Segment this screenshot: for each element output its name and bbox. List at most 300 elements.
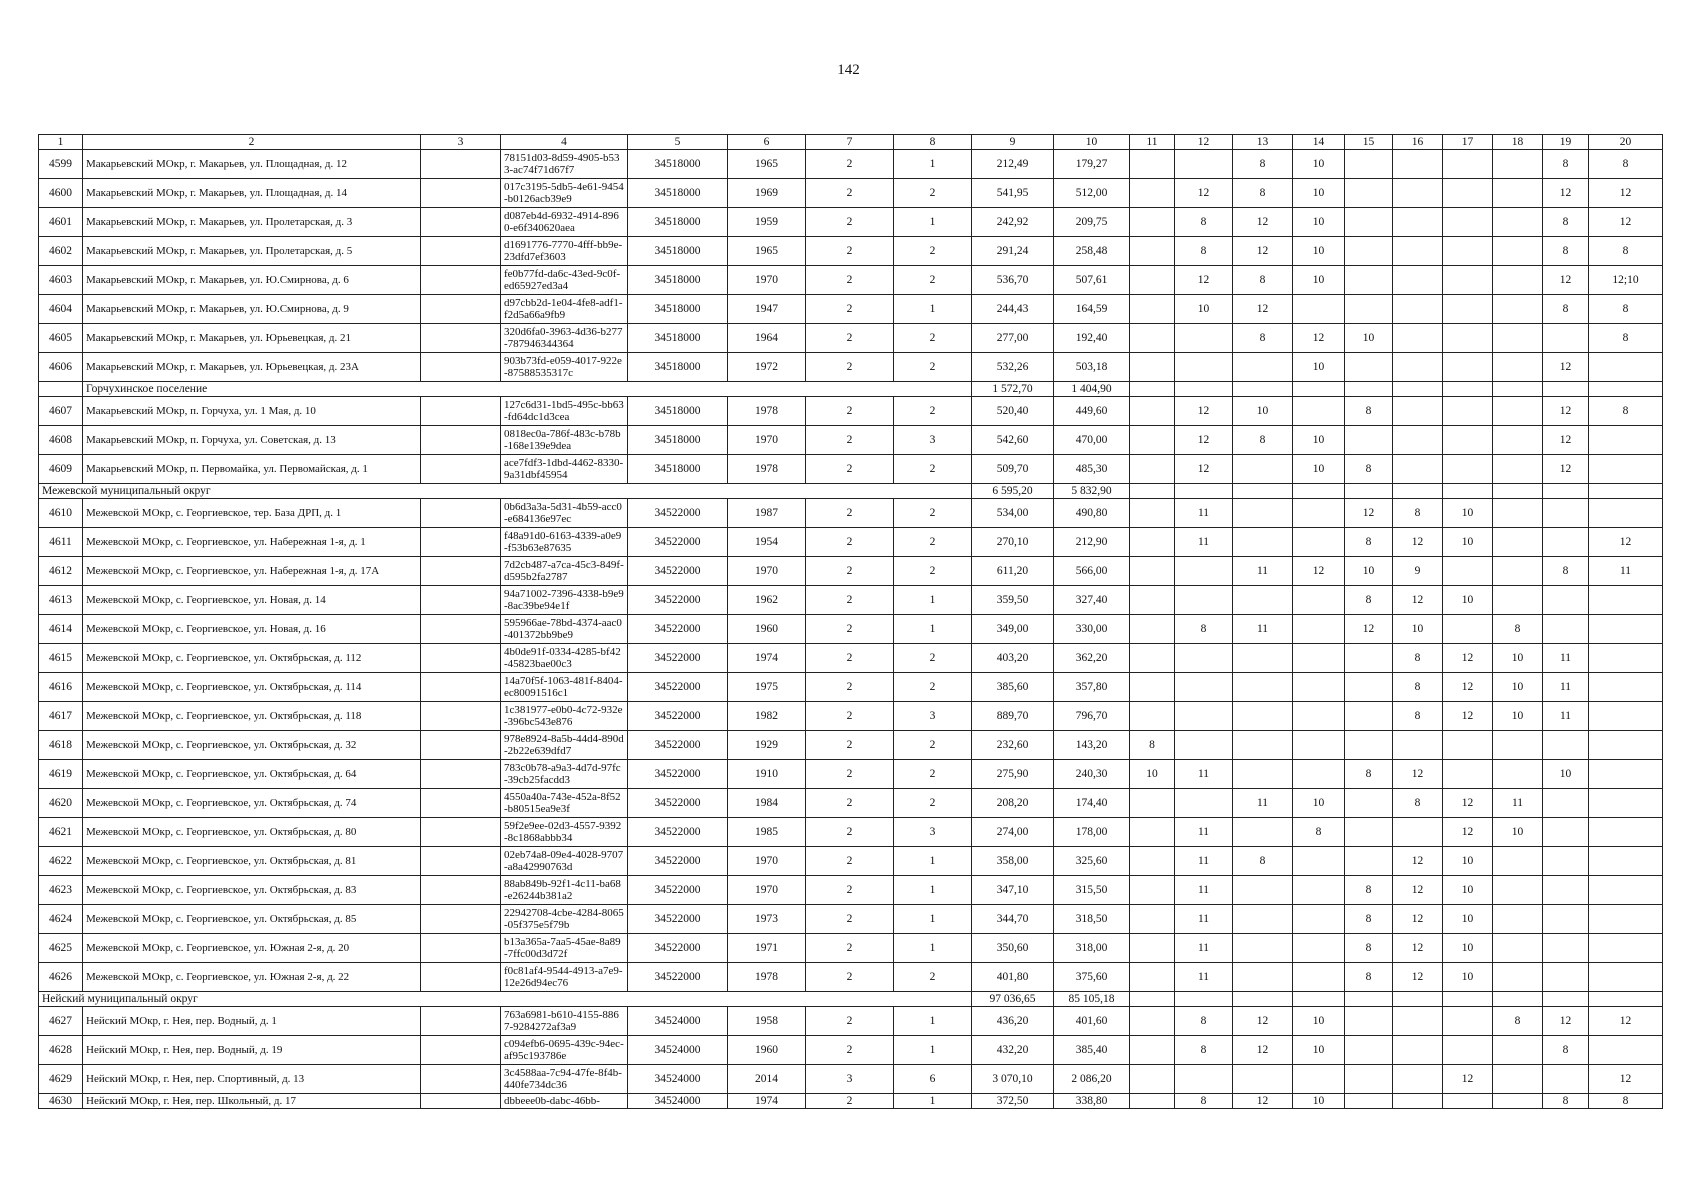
value-cell-col-13 xyxy=(1233,644,1293,673)
area-total-cell: 403,20 xyxy=(972,644,1054,673)
value-cell-col-20: 12 xyxy=(1589,1065,1663,1094)
area-total-cell: 432,20 xyxy=(972,1036,1054,1065)
column-header-18: 18 xyxy=(1493,135,1543,150)
area-total-cell: 520,40 xyxy=(972,397,1054,426)
value-cell-col-18 xyxy=(1493,397,1543,426)
value-cell-col-11 xyxy=(1130,528,1175,557)
area-total-cell: 275,90 xyxy=(972,760,1054,789)
address-cell: Межевской МОкр, с. Георгиевское, ул. Новая, д. 16 xyxy=(83,615,421,644)
table-row xyxy=(39,266,1663,295)
value-cell-col-14 xyxy=(1293,644,1345,673)
value-cell-col-19 xyxy=(1543,615,1589,644)
area-living-cell: 485,30 xyxy=(1054,455,1130,484)
table-row xyxy=(39,179,1663,208)
table-row xyxy=(39,1094,1663,1109)
column-header-20: 20 xyxy=(1589,135,1663,150)
value-cell-col-11 xyxy=(1130,963,1175,992)
empty-cell xyxy=(421,615,501,644)
value-cell-col-14: 10 xyxy=(1293,266,1345,295)
value-cell-col-13: 11 xyxy=(1233,789,1293,818)
area-total-cell: 3 070,10 xyxy=(972,1065,1054,1094)
value-cell-col-11 xyxy=(1130,847,1175,876)
address-cell: Макарьевский МОкр, г. Макарьев, ул. Юрьевецкая, д. 23А xyxy=(83,353,421,382)
value-cell-col-15: 8 xyxy=(1345,528,1393,557)
column-header-3: 3 xyxy=(421,135,501,150)
value-cell-col-12 xyxy=(1175,324,1233,353)
value-cell-col-19 xyxy=(1543,324,1589,353)
row-number: 4616 xyxy=(39,673,83,702)
year-cell: 1970 xyxy=(728,557,806,586)
value-cell-col-18 xyxy=(1493,586,1543,615)
empty-cell xyxy=(421,557,501,586)
table-row xyxy=(39,760,1663,789)
value-cell-col-20: 8 xyxy=(1589,237,1663,266)
guid-cell: d97cbb2d-1e04-4fe8-adf1-f2d5a66a9fb9 xyxy=(501,295,628,324)
value-cell-col-13: 11 xyxy=(1233,557,1293,586)
guid-cell: d1691776-7770-4fff-bb9e-23dfd7ef3603 xyxy=(501,237,628,266)
entrances-cell: 1 xyxy=(894,1036,972,1065)
value-cell-col-15: 8 xyxy=(1345,963,1393,992)
area-living-cell: 164,59 xyxy=(1054,295,1130,324)
value-cell-col-14 xyxy=(1293,295,1345,324)
table-row xyxy=(39,644,1663,673)
value-cell-col-20 xyxy=(1589,731,1663,760)
area-living-cell: 796,70 xyxy=(1054,702,1130,731)
row-number: 4603 xyxy=(39,266,83,295)
empty-cell xyxy=(421,208,501,237)
oktmo-cell: 34518000 xyxy=(628,208,728,237)
address-cell: Макарьевский МОкр, г. Макарьев, ул. Ю.Смирнова, д. 6 xyxy=(83,266,421,295)
value-cell-col-13: 8 xyxy=(1233,324,1293,353)
year-cell: 1973 xyxy=(728,905,806,934)
floors-cell: 2 xyxy=(806,847,894,876)
value-cell-col-17 xyxy=(1443,295,1493,324)
value-cell-col-18: 10 xyxy=(1493,818,1543,847)
entrances-cell: 3 xyxy=(894,702,972,731)
value-cell-col-16 xyxy=(1393,324,1443,353)
value-cell-col-17 xyxy=(1443,266,1493,295)
value-cell-col-13 xyxy=(1233,905,1293,934)
empty-cell xyxy=(421,150,501,179)
area-total-cell: 350,60 xyxy=(972,934,1054,963)
value-cell-col-20: 8 xyxy=(1589,397,1663,426)
table-body xyxy=(39,150,1663,1109)
row-number: 4629 xyxy=(39,1065,83,1094)
entrances-cell: 1 xyxy=(894,208,972,237)
value-cell-col-16 xyxy=(1393,1007,1443,1036)
empty-cell xyxy=(1493,382,1543,397)
row-number: 4615 xyxy=(39,644,83,673)
value-cell-col-11 xyxy=(1130,876,1175,905)
oktmo-cell: 34518000 xyxy=(628,237,728,266)
table-row xyxy=(39,397,1663,426)
value-cell-col-19: 11 xyxy=(1543,644,1589,673)
value-cell-col-12: 12 xyxy=(1175,426,1233,455)
value-cell-col-11 xyxy=(1130,324,1175,353)
year-cell: 1972 xyxy=(728,353,806,382)
area-living-cell: 192,40 xyxy=(1054,324,1130,353)
area-total-cell: 358,00 xyxy=(972,847,1054,876)
column-header-6: 6 xyxy=(728,135,806,150)
value-cell-col-20 xyxy=(1589,847,1663,876)
value-cell-col-16 xyxy=(1393,266,1443,295)
floors-cell: 2 xyxy=(806,934,894,963)
oktmo-cell: 34522000 xyxy=(628,731,728,760)
area-living-cell: 507,61 xyxy=(1054,266,1130,295)
value-cell-col-19 xyxy=(1543,818,1589,847)
entrances-cell: 2 xyxy=(894,528,972,557)
value-cell-col-16: 12 xyxy=(1393,876,1443,905)
empty-cell xyxy=(421,876,501,905)
group-area-total: 97 036,65 xyxy=(972,992,1054,1007)
value-cell-col-20 xyxy=(1589,499,1663,528)
value-cell-col-20 xyxy=(1589,586,1663,615)
guid-cell: d087eb4d-6932-4914-8960-e6f340620aea xyxy=(501,208,628,237)
row-number: 4601 xyxy=(39,208,83,237)
value-cell-col-15 xyxy=(1345,1036,1393,1065)
address-cell: Макарьевский МОкр, п. Горчуха, ул. 1 Мая, д. 10 xyxy=(83,397,421,426)
value-cell-col-16: 10 xyxy=(1393,615,1443,644)
guid-cell: fe0b77fd-da6c-43ed-9c0f-ed65927ed3a4 xyxy=(501,266,628,295)
area-total-cell: 242,92 xyxy=(972,208,1054,237)
group-row xyxy=(39,992,1663,1007)
value-cell-col-14: 10 xyxy=(1293,150,1345,179)
value-cell-col-20 xyxy=(1589,426,1663,455)
row-number: 4605 xyxy=(39,324,83,353)
area-living-cell: 2 086,20 xyxy=(1054,1065,1130,1094)
value-cell-col-14: 10 xyxy=(1293,426,1345,455)
value-cell-col-17 xyxy=(1443,1036,1493,1065)
oktmo-cell: 34524000 xyxy=(628,1094,728,1109)
value-cell-col-12: 11 xyxy=(1175,934,1233,963)
value-cell-col-19: 12 xyxy=(1543,397,1589,426)
row-number: 4625 xyxy=(39,934,83,963)
guid-cell: 4550a40a-743e-452a-8f52-b80515ea9e3f xyxy=(501,789,628,818)
value-cell-col-20 xyxy=(1589,905,1663,934)
value-cell-col-11 xyxy=(1130,934,1175,963)
address-cell: Межевской МОкр, с. Георгиевское, ул. Октябрьская, д. 114 xyxy=(83,673,421,702)
year-cell: 1964 xyxy=(728,324,806,353)
value-cell-col-12: 12 xyxy=(1175,455,1233,484)
value-cell-col-17 xyxy=(1443,237,1493,266)
group-area-living: 85 105,18 xyxy=(1054,992,1130,1007)
value-cell-col-19: 11 xyxy=(1543,673,1589,702)
row-number: 4608 xyxy=(39,426,83,455)
oktmo-cell: 34522000 xyxy=(628,499,728,528)
empty-cell xyxy=(1175,484,1233,499)
address-cell: Макарьевский МОкр, г. Макарьев, ул. Пролетарская, д. 5 xyxy=(83,237,421,266)
value-cell-col-15: 8 xyxy=(1345,455,1393,484)
guid-cell: dbbeee0b-dabc-46bb- xyxy=(501,1094,628,1109)
address-cell: Межевской МОкр, с. Георгиевское, ул. Октябрьская, д. 80 xyxy=(83,818,421,847)
table-row xyxy=(39,1036,1663,1065)
guid-cell: 0b6d3a3a-5d31-4b59-acc0-e684136e97ec xyxy=(501,499,628,528)
table-row xyxy=(39,208,1663,237)
table-row xyxy=(39,426,1663,455)
column-header-10: 10 xyxy=(1054,135,1130,150)
value-cell-col-13: 8 xyxy=(1233,426,1293,455)
address-cell: Межевской МОкр, с. Георгиевское, тер. База ДРП, д. 1 xyxy=(83,499,421,528)
value-cell-col-13 xyxy=(1233,731,1293,760)
value-cell-col-19: 12 xyxy=(1543,353,1589,382)
area-total-cell: 359,50 xyxy=(972,586,1054,615)
address-cell: Макарьевский МОкр, г. Макарьев, ул. Площадная, д. 14 xyxy=(83,179,421,208)
value-cell-col-15 xyxy=(1345,702,1393,731)
entrances-cell: 1 xyxy=(894,934,972,963)
empty-cell xyxy=(1130,484,1175,499)
value-cell-col-16 xyxy=(1393,426,1443,455)
area-living-cell: 212,90 xyxy=(1054,528,1130,557)
value-cell-col-18 xyxy=(1493,455,1543,484)
empty-cell xyxy=(1589,484,1663,499)
value-cell-col-17 xyxy=(1443,1007,1493,1036)
column-header-12: 12 xyxy=(1175,135,1233,150)
empty-cell xyxy=(1393,992,1443,1007)
empty-cell xyxy=(1233,484,1293,499)
guid-cell: 978e8924-8a5b-44d4-890d-2b22e639dfd7 xyxy=(501,731,628,760)
entrances-cell: 2 xyxy=(894,353,972,382)
value-cell-col-13: 8 xyxy=(1233,847,1293,876)
row-number: 4611 xyxy=(39,528,83,557)
entrances-cell: 2 xyxy=(894,557,972,586)
value-cell-col-11 xyxy=(1130,1007,1175,1036)
guid-cell: b13a365a-7aa5-45ae-8a89-7ffc00d3d72f xyxy=(501,934,628,963)
value-cell-col-16 xyxy=(1393,731,1443,760)
table-row xyxy=(39,499,1663,528)
floors-cell: 2 xyxy=(806,397,894,426)
empty-cell xyxy=(421,905,501,934)
value-cell-col-20 xyxy=(1589,876,1663,905)
area-total-cell: 532,26 xyxy=(972,353,1054,382)
oktmo-cell: 34524000 xyxy=(628,1007,728,1036)
guid-cell: 14a70f5f-1063-481f-8404-ec80091516c1 xyxy=(501,673,628,702)
value-cell-col-16 xyxy=(1393,237,1443,266)
value-cell-col-17: 10 xyxy=(1443,934,1493,963)
entrances-cell: 2 xyxy=(894,324,972,353)
table-row xyxy=(39,789,1663,818)
year-cell: 1965 xyxy=(728,150,806,179)
value-cell-col-20 xyxy=(1589,1036,1663,1065)
area-total-cell: 534,00 xyxy=(972,499,1054,528)
year-cell: 1962 xyxy=(728,586,806,615)
value-cell-col-12 xyxy=(1175,644,1233,673)
row-number: 4599 xyxy=(39,150,83,179)
value-cell-col-14: 10 xyxy=(1293,1094,1345,1109)
area-total-cell: 212,49 xyxy=(972,150,1054,179)
address-cell: Межевской МОкр, с. Георгиевское, ул. Октябрьская, д. 85 xyxy=(83,905,421,934)
value-cell-col-13: 8 xyxy=(1233,179,1293,208)
empty-cell xyxy=(421,760,501,789)
value-cell-col-11 xyxy=(1130,1094,1175,1109)
oktmo-cell: 34522000 xyxy=(628,963,728,992)
value-cell-col-12: 8 xyxy=(1175,1094,1233,1109)
empty-cell xyxy=(421,266,501,295)
address-cell: Межевской МОкр, с. Георгиевское, ул. Октябрьская, д. 32 xyxy=(83,731,421,760)
address-cell: Межевской МОкр, с. Георгиевское, ул. Октябрьская, д. 83 xyxy=(83,876,421,905)
entrances-cell: 2 xyxy=(894,673,972,702)
year-cell: 1954 xyxy=(728,528,806,557)
value-cell-col-17: 10 xyxy=(1443,876,1493,905)
year-cell: 1984 xyxy=(728,789,806,818)
value-cell-col-12: 11 xyxy=(1175,876,1233,905)
area-living-cell: 174,40 xyxy=(1054,789,1130,818)
value-cell-col-18 xyxy=(1493,426,1543,455)
floors-cell: 2 xyxy=(806,557,894,586)
value-cell-col-18 xyxy=(1493,266,1543,295)
empty-cell xyxy=(39,382,83,397)
oktmo-cell: 34522000 xyxy=(628,934,728,963)
area-living-cell: 470,00 xyxy=(1054,426,1130,455)
area-living-cell: 566,00 xyxy=(1054,557,1130,586)
entrances-cell: 6 xyxy=(894,1065,972,1094)
value-cell-col-13 xyxy=(1233,760,1293,789)
housing-register-table xyxy=(38,134,1663,1109)
value-cell-col-18 xyxy=(1493,528,1543,557)
area-total-cell: 536,70 xyxy=(972,266,1054,295)
value-cell-col-19 xyxy=(1543,934,1589,963)
empty-cell xyxy=(421,237,501,266)
guid-cell: 22942708-4cbe-4284-8065-05f375e5f79b xyxy=(501,905,628,934)
value-cell-col-12: 11 xyxy=(1175,905,1233,934)
oktmo-cell: 34522000 xyxy=(628,760,728,789)
header-row xyxy=(39,135,1663,150)
guid-cell: f48a91d0-6163-4339-a0e9-f53b63e87635 xyxy=(501,528,628,557)
area-living-cell: 178,00 xyxy=(1054,818,1130,847)
year-cell: 1975 xyxy=(728,673,806,702)
value-cell-col-19: 12 xyxy=(1543,426,1589,455)
table-row xyxy=(39,934,1663,963)
value-cell-col-18: 10 xyxy=(1493,702,1543,731)
value-cell-col-15 xyxy=(1345,179,1393,208)
value-cell-col-17 xyxy=(1443,179,1493,208)
year-cell: 1971 xyxy=(728,934,806,963)
floors-cell: 2 xyxy=(806,702,894,731)
oktmo-cell: 34518000 xyxy=(628,455,728,484)
value-cell-col-11 xyxy=(1130,818,1175,847)
entrances-cell: 2 xyxy=(894,266,972,295)
value-cell-col-18 xyxy=(1493,324,1543,353)
address-cell: Межевской МОкр, с. Георгиевское, ул. Новая, д. 14 xyxy=(83,586,421,615)
guid-cell: ace7fdf3-1dbd-4462-8330-9a31dbf45954 xyxy=(501,455,628,484)
area-living-cell: 362,20 xyxy=(1054,644,1130,673)
value-cell-col-20: 12 xyxy=(1589,208,1663,237)
address-cell: Межевской МОкр, с. Георгиевское, ул. Октябрьская, д. 64 xyxy=(83,760,421,789)
oktmo-cell: 34518000 xyxy=(628,266,728,295)
column-header-15: 15 xyxy=(1345,135,1393,150)
value-cell-col-20: 12 xyxy=(1589,528,1663,557)
empty-cell xyxy=(1543,992,1589,1007)
value-cell-col-15: 8 xyxy=(1345,397,1393,426)
empty-cell xyxy=(421,673,501,702)
value-cell-col-12: 11 xyxy=(1175,847,1233,876)
value-cell-col-16 xyxy=(1393,295,1443,324)
value-cell-col-17: 10 xyxy=(1443,499,1493,528)
floors-cell: 2 xyxy=(806,455,894,484)
value-cell-col-15: 8 xyxy=(1345,586,1393,615)
guid-cell: c094efb6-0695-439c-94ec-af95c193786e xyxy=(501,1036,628,1065)
guid-cell: 320d6fa0-3963-4d36-b277-787946344364 xyxy=(501,324,628,353)
empty-cell xyxy=(421,789,501,818)
floors-cell: 3 xyxy=(806,1065,894,1094)
entrances-cell: 2 xyxy=(894,644,972,673)
floors-cell: 2 xyxy=(806,179,894,208)
table-row xyxy=(39,455,1663,484)
value-cell-col-14: 10 xyxy=(1293,455,1345,484)
empty-cell xyxy=(1443,484,1493,499)
value-cell-col-16: 12 xyxy=(1393,760,1443,789)
value-cell-col-20 xyxy=(1589,673,1663,702)
address-cell: Межевской МОкр, с. Георгиевское, ул. Октябрьская, д. 118 xyxy=(83,702,421,731)
table-row xyxy=(39,963,1663,992)
value-cell-col-19: 8 xyxy=(1543,295,1589,324)
empty-cell xyxy=(1493,992,1543,1007)
value-cell-col-11 xyxy=(1130,295,1175,324)
area-total-cell: 274,00 xyxy=(972,818,1054,847)
value-cell-col-19: 8 xyxy=(1543,208,1589,237)
area-living-cell: 385,40 xyxy=(1054,1036,1130,1065)
value-cell-col-11 xyxy=(1130,644,1175,673)
area-total-cell: 349,00 xyxy=(972,615,1054,644)
area-total-cell: 244,43 xyxy=(972,295,1054,324)
value-cell-col-19: 12 xyxy=(1543,455,1589,484)
table-row xyxy=(39,295,1663,324)
value-cell-col-18: 8 xyxy=(1493,615,1543,644)
year-cell: 1910 xyxy=(728,760,806,789)
table-row xyxy=(39,905,1663,934)
empty-cell xyxy=(1589,992,1663,1007)
row-number: 4614 xyxy=(39,615,83,644)
value-cell-col-20: 8 xyxy=(1589,295,1663,324)
entrances-cell: 2 xyxy=(894,237,972,266)
oktmo-cell: 34522000 xyxy=(628,586,728,615)
value-cell-col-11 xyxy=(1130,557,1175,586)
value-cell-col-14: 8 xyxy=(1293,818,1345,847)
value-cell-col-20 xyxy=(1589,760,1663,789)
value-cell-col-18 xyxy=(1493,237,1543,266)
guid-cell: 763a6981-b610-4155-8867-9284272af3a9 xyxy=(501,1007,628,1036)
guid-cell: 595966ae-78bd-4374-aac0-401372bb9be9 xyxy=(501,615,628,644)
value-cell-col-16 xyxy=(1393,397,1443,426)
value-cell-col-16 xyxy=(1393,208,1443,237)
value-cell-col-17 xyxy=(1443,455,1493,484)
value-cell-col-16: 12 xyxy=(1393,905,1443,934)
row-number: 4626 xyxy=(39,963,83,992)
floors-cell: 2 xyxy=(806,818,894,847)
value-cell-col-13 xyxy=(1233,673,1293,702)
value-cell-col-13: 12 xyxy=(1233,208,1293,237)
floors-cell: 2 xyxy=(806,150,894,179)
entrances-cell: 1 xyxy=(894,1094,972,1109)
table-row xyxy=(39,237,1663,266)
value-cell-col-12 xyxy=(1175,557,1233,586)
value-cell-col-11 xyxy=(1130,1036,1175,1065)
value-cell-col-11: 10 xyxy=(1130,760,1175,789)
value-cell-col-12 xyxy=(1175,789,1233,818)
area-living-cell: 503,18 xyxy=(1054,353,1130,382)
year-cell: 1978 xyxy=(728,455,806,484)
empty-cell xyxy=(1293,992,1345,1007)
value-cell-col-12 xyxy=(1175,586,1233,615)
area-total-cell: 611,20 xyxy=(972,557,1054,586)
value-cell-col-11 xyxy=(1130,150,1175,179)
value-cell-col-17 xyxy=(1443,208,1493,237)
empty-cell xyxy=(421,324,501,353)
empty-cell xyxy=(1543,484,1589,499)
floors-cell: 2 xyxy=(806,760,894,789)
guid-cell: 94a71002-7396-4338-b9e9-8ac39be94e1f xyxy=(501,586,628,615)
value-cell-col-14: 12 xyxy=(1293,324,1345,353)
empty-cell xyxy=(1493,484,1543,499)
